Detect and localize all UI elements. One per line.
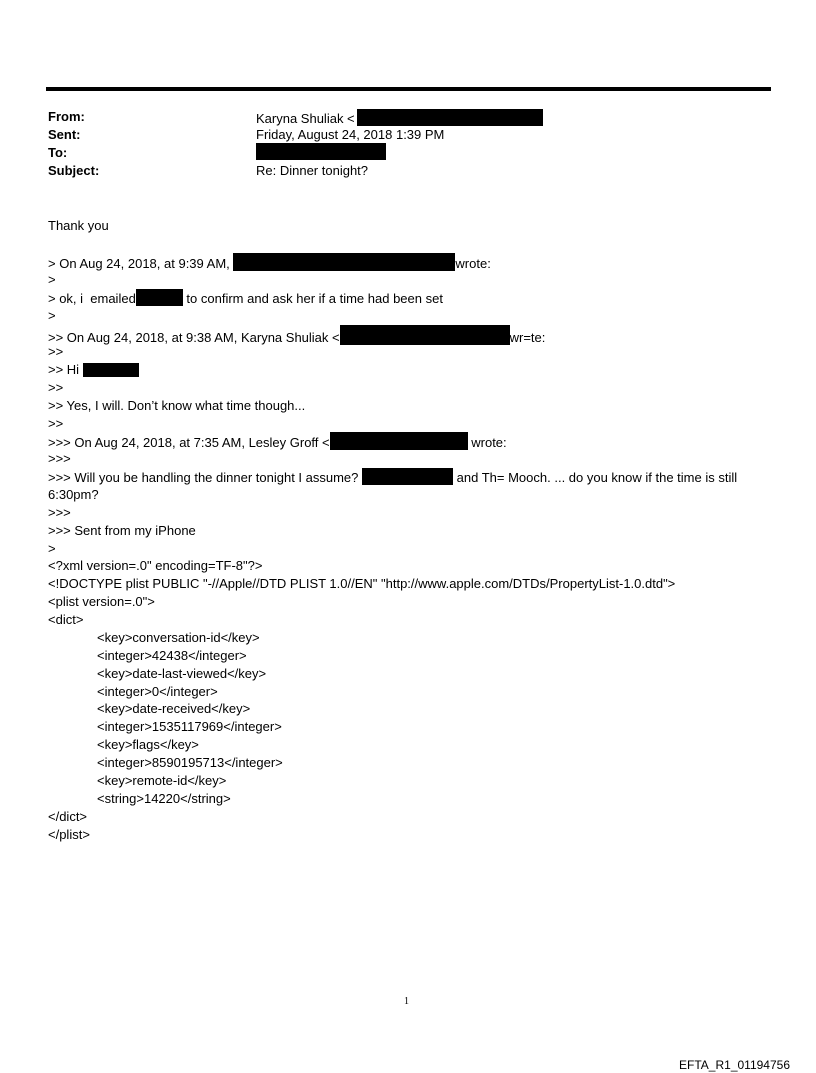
- to-label: To:: [48, 145, 68, 160]
- top-rule: [46, 87, 771, 91]
- from-text: Karyna Shuliak <: [256, 111, 355, 126]
- quote-text: wrote:: [455, 256, 491, 271]
- quote-text: >>> On Aug 24, 2018, at 7:35 AM, Lesley Groff <: [48, 435, 330, 450]
- xml-line: <key>remote-id</key>: [97, 773, 227, 788]
- quote-text: > On Aug 24, 2018, at 9:39 AM,: [48, 256, 230, 271]
- xml-line: <integer>8590195713</integer>: [97, 755, 283, 770]
- redaction-block: [233, 253, 455, 271]
- page-number: 1: [404, 996, 409, 1007]
- body-line: [48, 432, 507, 451]
- body-line: >>: [48, 344, 64, 359]
- xml-line: <integer>42438</integer>: [97, 648, 247, 663]
- redaction-block: [357, 109, 543, 126]
- body-line: >>> Sent from my iPhone: [48, 523, 196, 538]
- body-line: [48, 468, 737, 486]
- quote-text: and Th= Mooch. ... do you know if the time is still: [456, 470, 738, 485]
- redaction-block: [362, 468, 453, 485]
- body-line: >: [48, 308, 56, 323]
- body-line: >>: [48, 416, 64, 431]
- body-line: >>: [48, 380, 64, 395]
- xml-line: </dict>: [48, 809, 88, 824]
- from-value: [256, 109, 543, 126]
- body-line: >: [48, 541, 56, 556]
- body-line: 6:30pm?: [48, 487, 99, 502]
- body-line: >> Yes, I will. Don’t know what time though...: [48, 398, 306, 413]
- xml-line: <dict>: [48, 612, 84, 627]
- xml-line: <!DOCTYPE plist PUBLIC "-//Apple//DTD PLIST 1.0//EN" "http://www.apple.com/DTDs/PropertyList-1.0.dtd">: [48, 576, 676, 591]
- redaction-block: [330, 432, 468, 450]
- xml-line: <plist version=.0">: [48, 594, 155, 609]
- quote-text: >> On Aug 24, 2018, at 9:38 AM, Karyna Shuliak <: [48, 330, 340, 345]
- redaction-block: [83, 363, 139, 377]
- redaction-block: [340, 325, 510, 345]
- from-label: From:: [48, 109, 85, 124]
- body-line: >: [48, 272, 56, 287]
- body-line: [48, 289, 443, 307]
- xml-line: <key>conversation-id</key>: [97, 630, 260, 645]
- redaction-block: [136, 289, 183, 306]
- xml-line: <integer>1535117969</integer>: [97, 719, 282, 734]
- quote-text: >> Hi: [48, 362, 80, 377]
- quote-text: wr=te:: [509, 330, 546, 345]
- xml-line: </plist>: [48, 827, 90, 842]
- sent-label: Sent:: [48, 127, 81, 142]
- bates-number: EFTA_R1_01194756: [679, 1058, 790, 1072]
- body-line: Thank you: [48, 218, 109, 233]
- xml-line: <integer>0</integer>: [97, 684, 218, 699]
- body-line: [48, 253, 491, 272]
- xml-line: <key>date-received</key>: [97, 701, 251, 716]
- subject-value: Re: Dinner tonight?: [256, 163, 369, 178]
- body-line: [48, 361, 139, 378]
- body-line: >>>: [48, 505, 71, 520]
- quote-text: >>> Will you be handling the dinner tonight I assume?: [48, 470, 359, 485]
- body-line: [48, 325, 545, 346]
- quote-text: to confirm and ask her if a time had been set: [186, 291, 443, 306]
- quote-text: > ok, i emailed: [48, 291, 136, 306]
- redaction-block: [256, 143, 386, 160]
- xml-line: <string>14220</string>: [97, 791, 231, 806]
- subject-label: Subject:: [48, 163, 100, 178]
- xml-line: <key>date-last-viewed</key>: [97, 666, 267, 681]
- sent-value: Friday, August 24, 2018 1:39 PM: [256, 127, 445, 142]
- body-line: >>>: [48, 451, 71, 466]
- quote-text: wrote:: [471, 435, 507, 450]
- xml-line: <?xml version=.0" encoding=TF-8"?>: [48, 558, 263, 573]
- xml-line: <key>flags</key>: [97, 737, 199, 752]
